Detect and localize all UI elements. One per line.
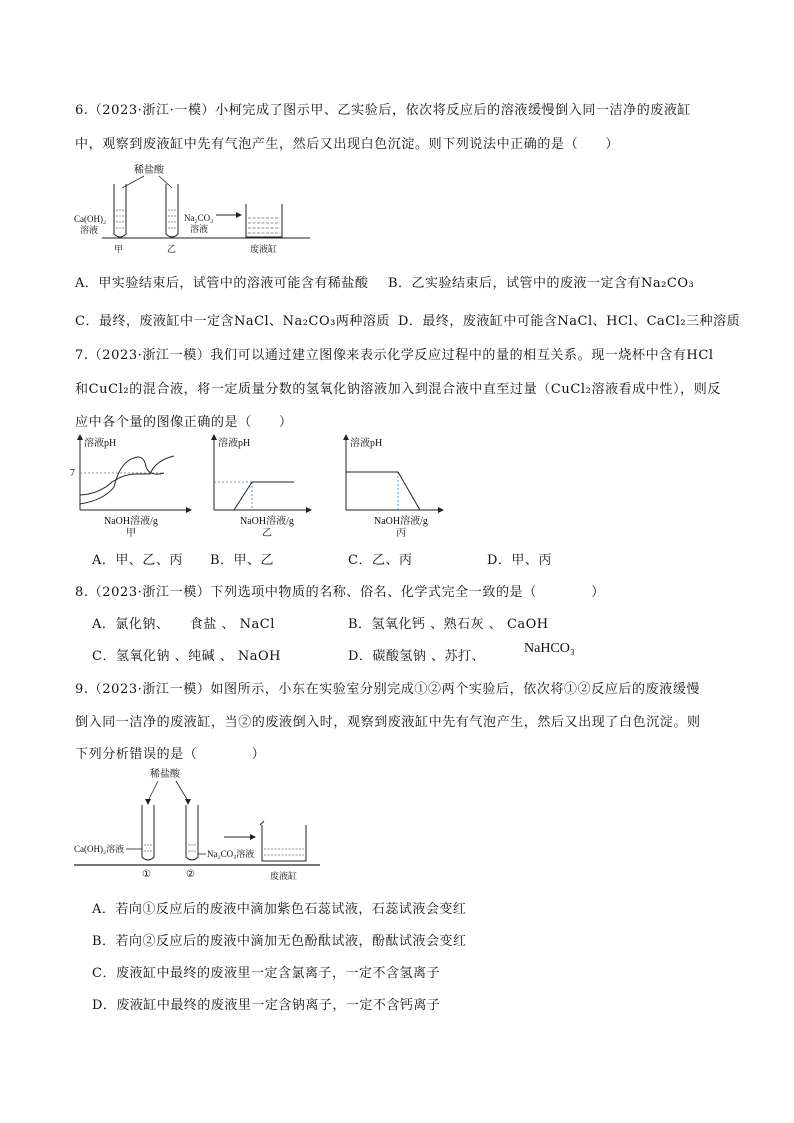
q7-graph-bing-xlabel: NaOH溶液/g [374, 516, 428, 527]
q7-graph-yi-xlabel: NaOH溶液/g [240, 516, 294, 527]
q9-stem-line1: 9.（2023·浙江一模）如图所示，小东在实验室分别完成①②两个实验后，依次将①②反应后的废液缓慢 [75, 682, 701, 697]
q7-graph-yi [204, 432, 314, 537]
q6-stem-line1: 6.（2023·浙江·一模）小柯完成了图示甲、乙实验后，依次将反应后的溶液缓慢倒入同一洁净的废液缸 [75, 103, 692, 118]
q6-caoh2-label: Ca(OH)₂ [74, 214, 107, 224]
q7-graph-yi-ylabel: 溶液pH [218, 438, 251, 449]
q6-sol1-label: 溶液 [80, 225, 99, 235]
q9-figure [74, 765, 324, 887]
q9-option-d[interactable]: D．废液缸中最终的废液里一定含钠离子，一定不含钙离子 [92, 998, 441, 1013]
q7-graph-jia-tick: 7 [70, 468, 75, 479]
q6-figure [74, 160, 314, 260]
q6-acid-label: 稀盐酸 [134, 165, 164, 176]
q8-option-c[interactable]: C．氢氧化钠 、纯碱 、 NaOH [92, 649, 281, 664]
q6-stem-line2: 中，观察到废液缸中先有气泡产生，然后又出现白色沉淀。则下列说法中正确的是（ ） [75, 137, 620, 152]
q8-option-a[interactable]: A．氯化钠、 食盐 、 NaCl [92, 617, 275, 632]
q7-option-a[interactable]: A．甲、乙、丙 [92, 553, 183, 568]
q7-graph-jia-ylabel: 溶液pH [84, 438, 117, 449]
q9-option-b[interactable]: B．若向②反应后的废液中滴加无色酚酞试液，酚酞试液会变红 [92, 934, 467, 949]
q6-jia-label: 甲 [114, 244, 124, 254]
q7-option-b[interactable]: B．甲、乙 [210, 553, 275, 568]
q7-stem-line1: 7.（2023·浙江一模）我们可以通过建立图像来表示化学反应过程中的量的相互关系。现一烧杯中含有HCl [75, 348, 714, 363]
q7-graph-bing-name: 丙 [396, 528, 406, 537]
q7-graph-jia-name: 甲 [126, 528, 136, 537]
q9-option-c[interactable]: C．废液缸中最终的废液里一定含氯离子，一定不含氢离子 [92, 966, 440, 981]
q9-tank-label: 废液缸 [270, 871, 298, 881]
q9-stem-line2: 倒入同一洁净的废液缸，当②的废液倒入时，观察到废液缸中先有气泡产生，然后又出现了白色沉淀。则 [75, 715, 701, 730]
q6-option-a[interactable]: A．甲实验结束后，试管中的溶液可能含有稀盐酸 [75, 276, 369, 291]
q8-stem: 8.（2023·浙江一模）下列选项中物质的名称、俗名、化学式完全一致的是（ ） [75, 585, 605, 600]
q6-option-d[interactable]: D．最终，废液缸中可能含NaCl、HCl、CaCl₂三种溶质 [398, 314, 741, 329]
q9-num2-label: ② [186, 869, 195, 880]
q7-stem-line3: 应中各个量的图像正确的是（ ） [75, 415, 293, 430]
q7-graph-jia [64, 432, 194, 537]
q9-option-a[interactable]: A．若向①反应后的废液中滴加紫色石蕊试液，石蕊试液会变红 [92, 902, 467, 917]
q7-graph-jia-xlabel: NaOH溶液/g [104, 516, 158, 527]
q8-option-d-formula: NaHCO₃ [524, 641, 575, 656]
q9-caoh2-label: Ca(OH)₂溶液 [74, 844, 125, 854]
q7-graph-yi-name: 乙 [262, 528, 272, 537]
q6-option-b[interactable]: B．乙实验结束后，试管中的废液一定含有Na₂CO₃ [388, 276, 695, 291]
q7-graph-bing [336, 432, 446, 537]
q8-option-d[interactable]: D．碳酸氢钠 、苏打、 [348, 649, 486, 664]
q7-option-c[interactable]: C．乙、丙 [348, 553, 413, 568]
q9-stem-line3: 下列分析错误的是（ ） [75, 747, 266, 762]
q6-sol2-label: 溶液 [190, 224, 209, 234]
q9-acid-label: 稀盐酸 [150, 769, 180, 780]
q8-option-b[interactable]: B．氢氧化钙 、熟石灰 、 CaOH [348, 617, 549, 632]
q6-na2co3-label: Na₂CO₃ [184, 213, 214, 223]
q9-na2co3-label: Na₂CO₃溶液 [207, 849, 255, 859]
q6-tank-label: 废液缸 [250, 244, 278, 254]
q9-num1-label: ① [142, 869, 151, 880]
q7-graph-bing-ylabel: 溶液pH [350, 438, 383, 449]
q6-option-c[interactable]: C．最终，废液缸中一定含NaCl、Na₂CO₃两种溶质 [75, 314, 390, 329]
q7-stem-line2: 和CuCl₂的混合液，将一定质量分数的氢氧化钠溶液加入到混合液中直至过量（CuCl₂溶液看成中性），则反 [75, 382, 721, 397]
q6-yi-label: 乙 [167, 244, 177, 254]
q7-option-d[interactable]: D．甲、丙 [487, 553, 552, 568]
